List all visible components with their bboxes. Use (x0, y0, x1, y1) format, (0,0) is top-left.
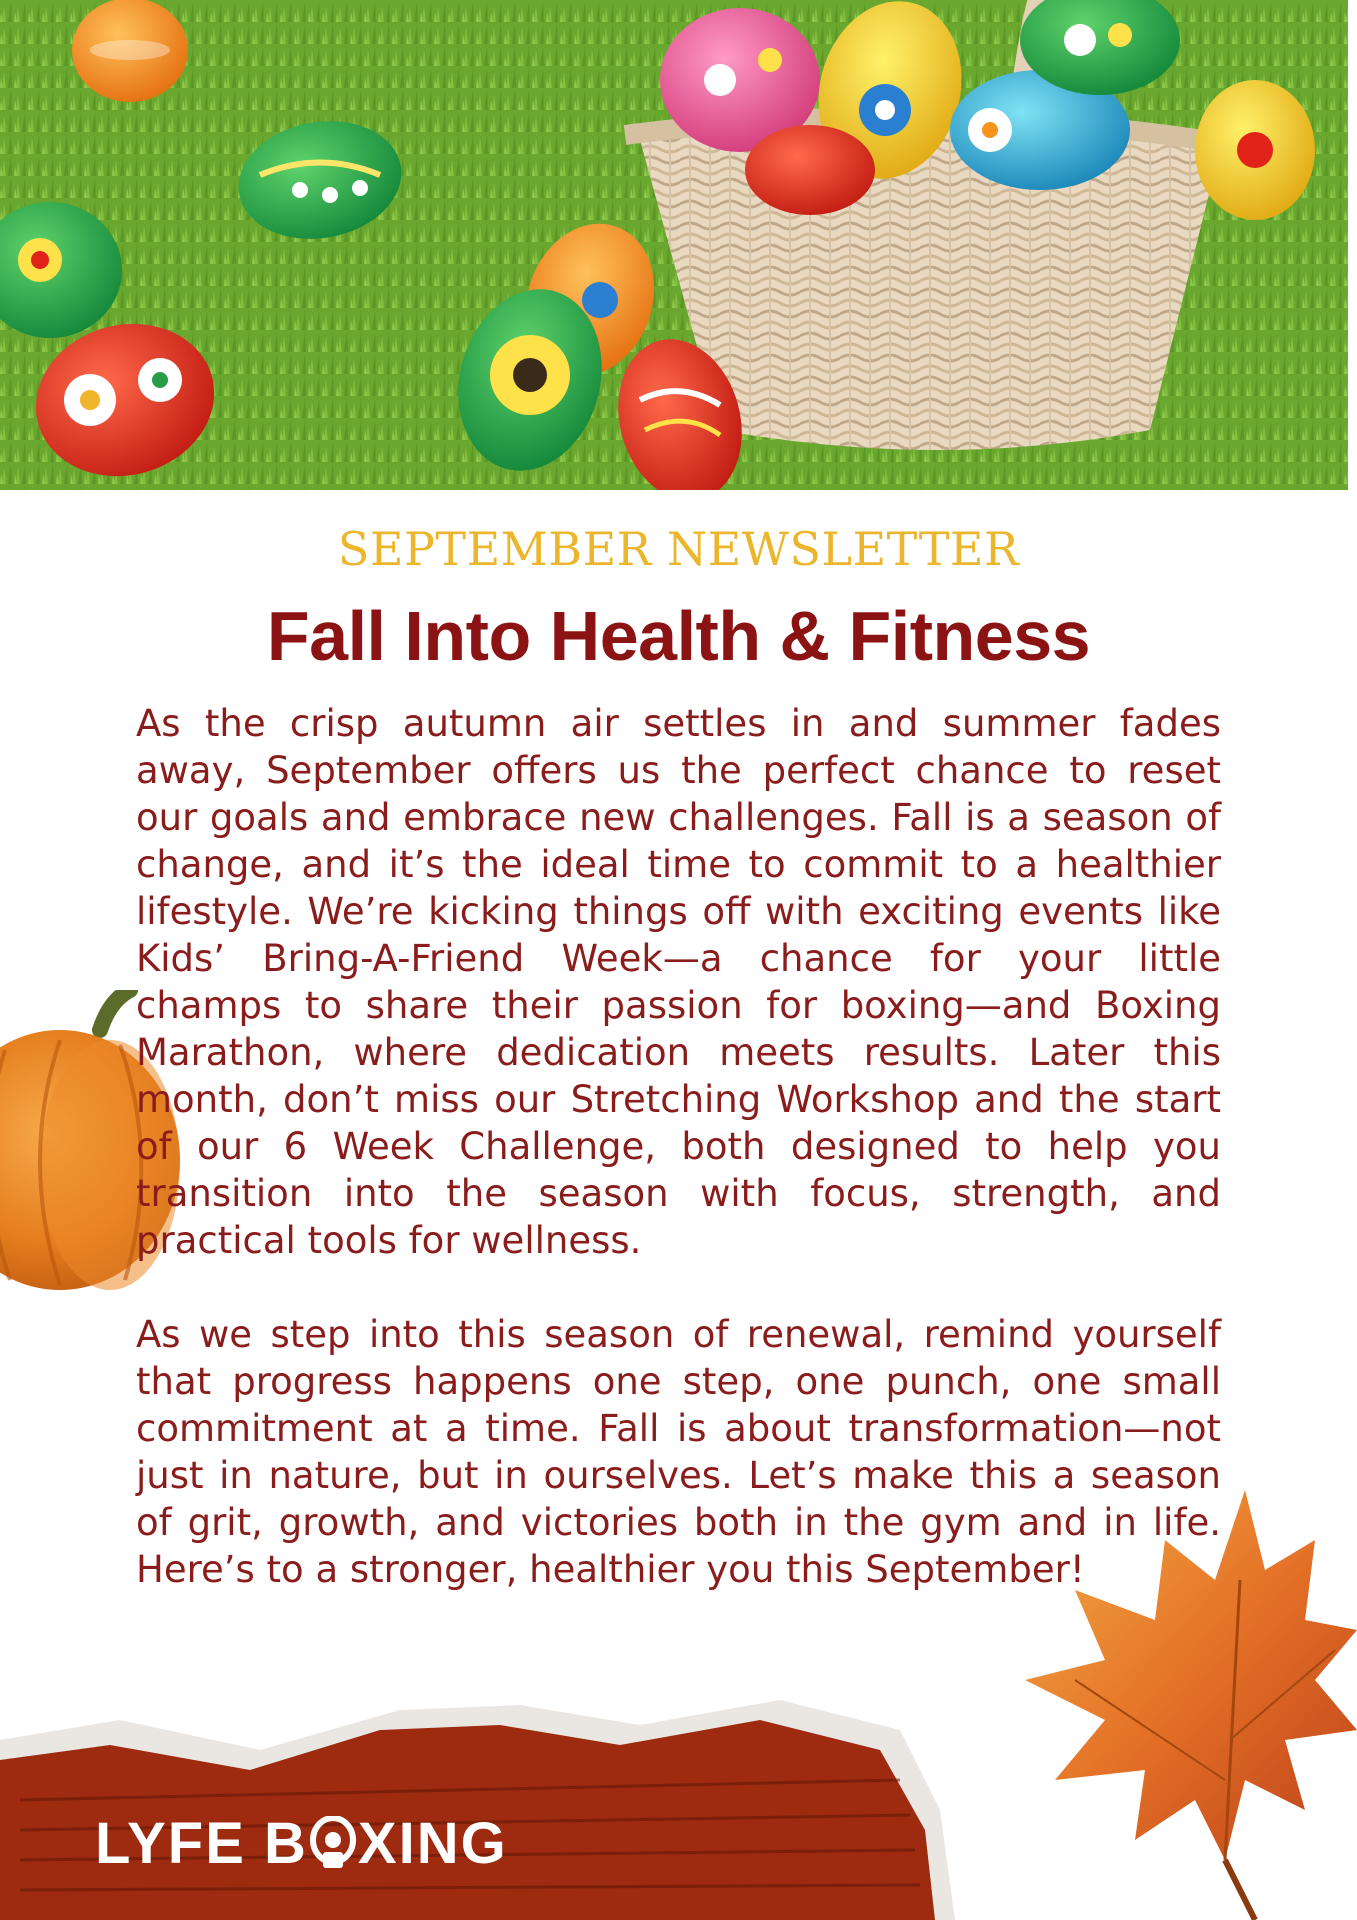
page-title: Fall Into Health & Fitness (266, 597, 1091, 675)
boxing-glove-icon (310, 1816, 356, 1872)
brand-logo-right: XING (357, 1811, 508, 1876)
body-paragraph-2: As we step into this season of renewal, remind yourself that progress happens one step, one punch, one small commitment at a time. Fall is about transformation—not just in nature, but in ourselves. Let’s make this a season of grit, growth, and victories both in the gym and in life. Here’s to a stronger, healthier you this September! (136, 1313, 1221, 1591)
easter-eggs-basket-illustration (0, 0, 1348, 490)
maple-leaf-illustration (1015, 1480, 1357, 1920)
brand-logo (95, 1810, 508, 1877)
body-paragraph-1: As the crisp autumn air settles in and summer fades away, September offers us the perfect chance to reset our goals and embrace new challenges. Fall is a season of change, and it’s the ideal time to commit to a healthier lifestyle. We’re kicking things off with exciting events like Kids’ Bring-A-Friend Week—a chance for your little champs to share their passion for boxing—and Boxing Marathon, where dedication meets results. Later this month, don’t miss our Stretching Workshop and the start of our 6 Week Challenge, both designed to help you transition into the season with focus, strength, and practical tools for wellness. (136, 702, 1221, 1262)
torn-paper-strip (0, 1690, 960, 1920)
newsletter-body (136, 700, 1221, 1593)
hero-image (0, 0, 1348, 490)
newsletter-kicker: SEPTEMBER NEWSLETTER (337, 522, 1020, 576)
brand-logo-left: LYFE B (95, 1811, 308, 1876)
